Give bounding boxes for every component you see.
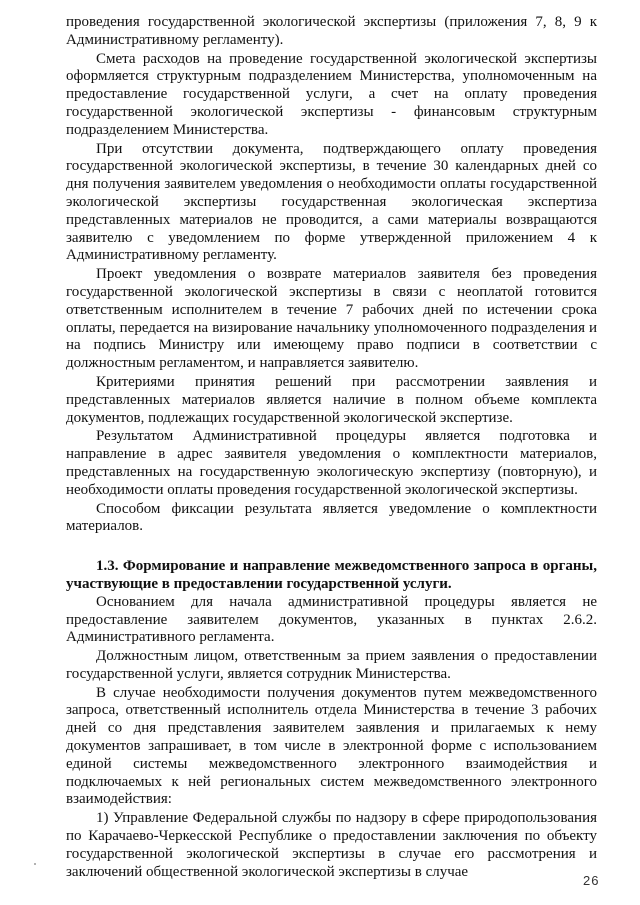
section-heading: 1.3. Формирование и направление межведомственного запроса в органы, участвующие в предоставлении государственной услуги. — [66, 558, 597, 592]
paragraph: Способом фиксации результата является уведомление о комплектности материалов. — [66, 500, 597, 535]
list-item-paragraph: 1) Управление Федеральной службы по надзору в сфере природопользования по Карачаево-Черкесской Республике о предоставлении заключения по объекту государственной экологической экспертизы в случае его рассмотрения и заключений общественной экологической экспертизы в случае — [66, 810, 597, 880]
paragraph: Должностным лицом, ответственным за прием заявления о предоставлении государственной услуги, является сотрудник Министерства. — [66, 648, 597, 682]
paragraph: проведения государственной экологической экспертизы (приложения 7, 8, 9 к Административному регламенту). — [66, 14, 597, 48]
scan-speck — [34, 863, 36, 865]
page-body — [66, 14, 597, 882]
paragraph: В случае необходимости получения документов путем межведомственного запроса, ответственный исполнитель отдела Министерства в течение 3 рабочих дней со дня представления заявителем заявления и прилагаемых к нему документов запрашивает, в том числе в электронной форме с использованием единой системы межведомственного электронного взаимодействия и подключаемых к ней региональных систем межведомственного электронного взаимодействия: — [66, 684, 597, 808]
paragraph: Результатом Административной процедуры является подготовка и направление в адрес заявителя уведомления о комплектности материалов, представленных на государственную экологическую экспертизу (повторную), и необходимости оплаты проведения государственной экологической экспертизы. — [66, 428, 597, 498]
paragraph: Критериями принятия решений при рассмотрении заявления и представленных материалов является наличие в полном объеме комплекта документов, подлежащих государственной экологической экспертизе. — [66, 373, 597, 426]
paragraph: Проект уведомления о возврате материалов заявителя без проведения государственной экологической экспертизы в связи с неоплатой готовится ответственным исполнителем в течение 7 рабочих дней по истечении срока оплаты, передается на визирование начальнику уполномоченного подразделения и на подпись Министру или имеющему право подписи в соответствии с должностным регламентом, и направляется заявителю. — [66, 266, 597, 372]
page-number: 26 — [583, 873, 600, 888]
paragraph: Смета расходов на проведение государственной экологической экспертизы оформляется структурным подразделением Министерства, уполномоченным на предоставление государственной услуги, а счет на оплату проведения государственной экологической экспертизы - финансовым структурным подразделением Министерства. — [66, 50, 597, 138]
paragraph: При отсутствии документа, подтверждающего оплату проведения государственной экологической экспертизы, в течение 30 календарных дней со дня получения заявителем уведомления о необходимости оплаты государственной экологической экспертизы государственная экологическая экспертиза представленных материалов не проводится, а сами материалы возвращаются заявителю с уведомлением по форме утвержденной приложением 4 к Административному регламенту. — [66, 140, 597, 264]
paragraph: Основанием для начала административной процедуры является не предоставление заявителем документов, указанных в пунктах 2.6.2. Административного регламента. — [66, 593, 597, 646]
